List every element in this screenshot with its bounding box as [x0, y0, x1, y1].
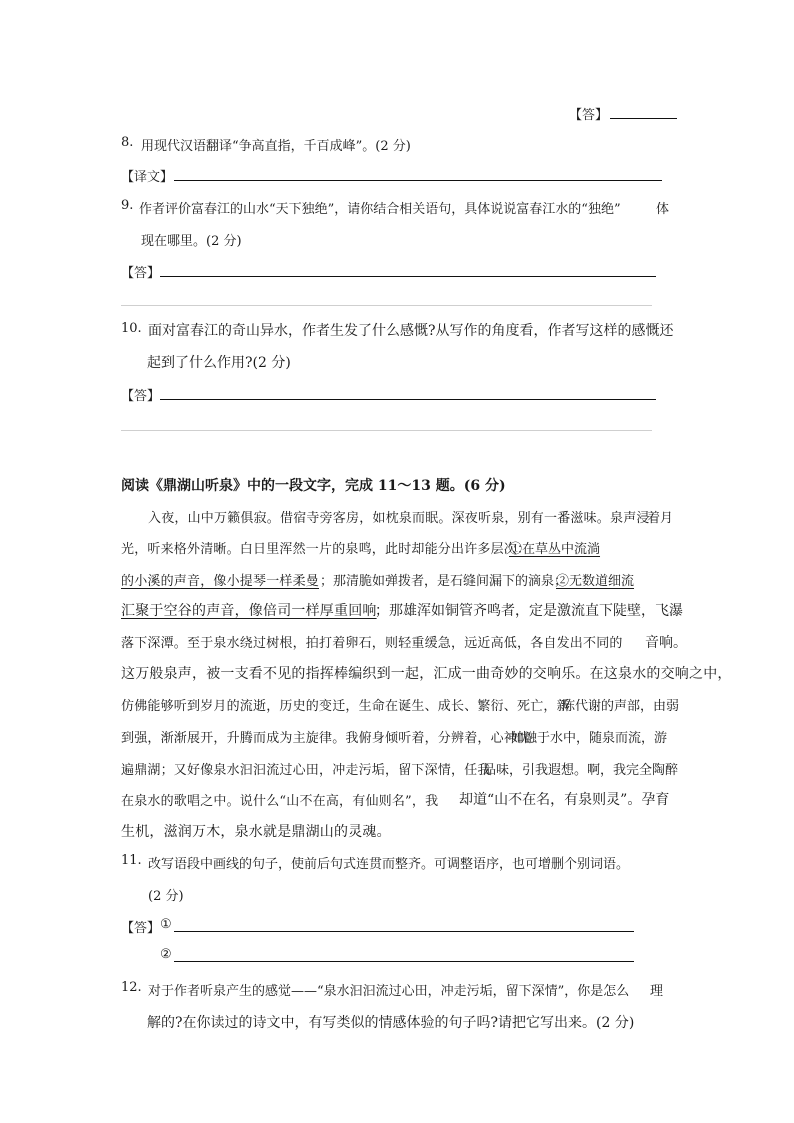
passage-line-10a: 在泉水的歌唱之中。说什么“山不在高，有仙则名”，我 — [121, 794, 439, 809]
q12-line1: 对于作者听泉产生的感觉——“泉水汩汩流过心田，冲走污垢，留下深情”，你是怎么 — [148, 984, 630, 999]
passage-line-7a: 仿佛能够听到岁月的流逝，历史的变迁，生命在诞生、成长、繁衍、死亡，新 — [121, 699, 570, 714]
q11-answer-label: 【答】 — [121, 921, 161, 936]
passage-line-11: 生机，滋润万木，泉水就是鼎湖山的灵魂。 — [121, 824, 391, 840]
q9-line1: 作者评价富春江的山水“天下独绝”，请你结合相关语句，具体说说富春江水的“独绝” — [139, 202, 621, 217]
passage-line-8a: 到强，渐渐展开，升腾而成为主旋律。我俯身倾听着，分辨着，心神忧 — [121, 731, 531, 746]
passage-line-4b: ；那雄浑如铜管齐鸣者，定是激流直下陡壁，飞瀑 — [375, 603, 683, 619]
passage-line-9a: 遍鼎湖；又好像泉水汩汩流过心田，冲走污垢，留下深情，任我 — [121, 763, 491, 778]
passage-underline-2a: ②无数道细流 — [556, 574, 635, 589]
q8-translation-label: 【译文】 — [121, 170, 174, 185]
q9-extra-rule — [121, 305, 652, 306]
q9-number: 9. — [121, 198, 134, 213]
passage-line-10b: 却道“山不在名，有泉则灵”。孕育 — [459, 792, 670, 808]
q11-answer-line-2[interactable] — [174, 961, 634, 962]
q9-line1-end: 体 — [656, 202, 670, 217]
q8-number: 8. — [121, 135, 134, 150]
q9-answer-label: 【答】 — [121, 266, 161, 281]
q10-number: 10. — [121, 321, 142, 336]
passage-line-3b: ；那清脆如弹拨者，是石缝间漏下的滴泉； — [320, 574, 568, 589]
passage-underline-1a: ①在草丛中流淌 — [509, 542, 601, 557]
passage-line-1a: 入夜，山中万籁俱寂。借宿寺旁客房，如枕泉而眠。深夜听泉，别有一番滋味。泉声浸 — [148, 511, 650, 526]
q11-line2: (2 分) — [148, 889, 184, 904]
q12-line1-end: 理 — [650, 984, 664, 999]
q8-text: 用现代汉语翻译“争高直指，千百成峰”。(2 分) — [141, 139, 411, 154]
passage-line-9b: 品味，引我遐想。啊，我完全陶醉 — [483, 763, 679, 778]
q9-answer-line[interactable] — [160, 276, 656, 277]
passage-line-7b: 陈代谢的声部，由弱 — [562, 699, 680, 714]
q10-extra-rule — [121, 430, 652, 431]
top-answer-line[interactable] — [610, 118, 677, 119]
q11-mark-2: ② — [160, 947, 172, 962]
passage-line-1b: 着月 — [647, 511, 674, 526]
passage-line-5b: 音响。 — [645, 635, 687, 651]
q10-answer-line[interactable] — [160, 399, 656, 400]
passage-line-6: 这万般泉声，被一支看不见的指挥棒编织到一起，汇成一曲奇妙的交响乐。在这泉水的交响之中， — [121, 666, 732, 682]
q12-line2: 解的?在你读过的诗文中，有写类似的情感体验的句子吗?请把它写出来。(2 分) — [147, 1015, 635, 1031]
q8-answer-line[interactable] — [174, 180, 662, 181]
passage-underline-2b: 汇聚于空谷的声音，像倍司一样厚重回响 — [121, 603, 377, 619]
q11-answer-line-1[interactable] — [174, 931, 634, 932]
q10-line1: 面对富春江的奇山异水，作者生发了什么感慨?从写作的角度看，作者写这样的感慨还 — [148, 323, 674, 339]
reading-title: 阅读《鼎湖山听泉》中的一段文字，完成 11～13 题。(6 分) — [121, 478, 506, 494]
q11-line1: 改写语段中画线的句子，使前后句式连贯而整齐。可调整语序，也可增删个别词语。 — [148, 857, 630, 872]
q9-line2: 现在哪里。(2 分) — [141, 234, 242, 249]
top-answer-label: 【答】 — [569, 108, 609, 123]
passage-line-8b: 如融于水中，随泉而流，游 — [511, 731, 668, 746]
passage-line-2a: 光，听来格外清晰。白日里浑然一片的泉鸣，此时却能分出许多层次： — [121, 542, 531, 557]
q12-number: 12. — [121, 980, 142, 995]
q11-number: 11. — [121, 853, 142, 868]
q10-line2: 起到了什么作用?(2 分) — [147, 355, 291, 371]
q10-answer-label: 【答】 — [121, 389, 161, 404]
q11-mark-1: ① — [160, 917, 172, 932]
passage-line-5a: 落下深潭。至于泉水绕过树根，拍打着卵石，则轻重缓急，远近高低，各自发出不同的 — [121, 636, 623, 651]
passage-underline-1b: 的小溪的声音，像小提琴一样柔曼 — [121, 574, 320, 589]
